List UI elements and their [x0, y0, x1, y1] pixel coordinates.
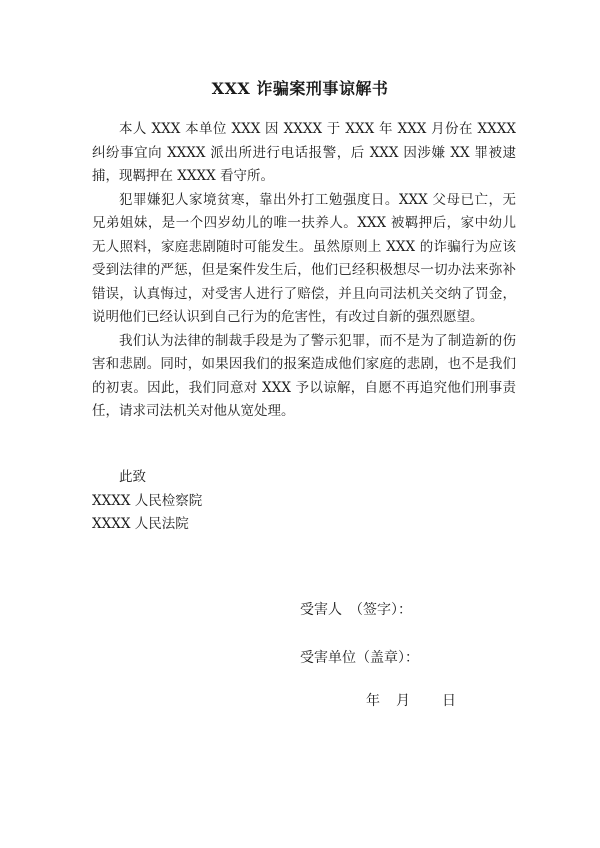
date-month-label: 月	[396, 693, 410, 709]
date-line	[366, 690, 456, 710]
recipient-court: XXXX 人民法院	[92, 516, 189, 532]
paragraph-forgiveness: 我们认为法律的制裁手段是为了警示犯罪，而不是为了制造新的伤害和悲剧。同时，如果因我们的报案造成他们家庭的悲剧，也不是我们的初衷。因此，我们同意对 XXX 予以谅解，自愿不再追究他们刑事责任，请求司法机关对他从宽处理。	[92, 332, 516, 419]
document-body	[92, 118, 516, 424]
recipient-procuratorate: XXXX 人民检察院	[92, 492, 203, 509]
victim-signature-label: 受害人 （签字）：	[300, 602, 412, 618]
signature-block	[300, 598, 419, 694]
victim-unit-seal-label: 受害单位（盖章）：	[300, 650, 419, 666]
date-day-label: 日	[442, 693, 456, 709]
paragraph-incident: 本人 XXX 本单位 XXX 因 XXXX 于 XXX 年 XXX 月份在 XXXX 纠纷事宜向 XXXX 派出所进行电话报警，后 XXX 因涉嫌 XX 罪被逮捕，现羁押在 XXXX 看守所。	[92, 121, 516, 184]
closing-block	[92, 466, 202, 537]
salutation: 此致	[119, 469, 146, 485]
document-title: XXX 诈骗案刑事谅解书	[211, 79, 389, 98]
date-year-label: 年	[366, 693, 380, 709]
paragraph-circumstances: 犯罪嫌犯人家境贫寒，靠出外打工勉强度日。XXX 父母已亡，无兄弟姐妹，是一个四岁幼儿的唯一扶养人。XXX 被羁押后，家中幼儿无人照料，家庭悲剧随时可能发生。虽然原则上 XXX 的诈骗行为应该受到法律的严惩，但是案件发生后，他们已经积极想尽一切办法来弥补错误，认真悔过，对受害人进行了赔偿，并且向司法机关交纳了罚金，说明他们已经认识到自己行为的危害性，有改过自新的强烈愿望。	[92, 191, 516, 325]
